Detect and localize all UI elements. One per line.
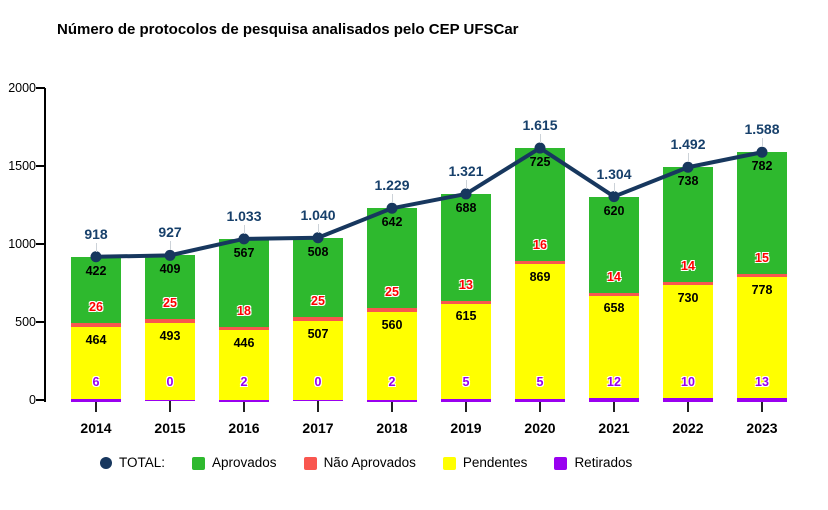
bar-value-aprovados: 508: [307, 244, 329, 259]
bar-value-retirados: 13: [755, 375, 769, 389]
total-leader-line: [244, 225, 245, 234]
bar-value-pendentes: 560: [381, 318, 403, 333]
bar-value-na-o-aprovados: 13: [459, 278, 473, 293]
total-data-point: [313, 232, 324, 243]
total-leader-line: [540, 134, 541, 143]
legend-label: Aprovados: [212, 455, 277, 470]
total-value-label: 1.033: [226, 207, 262, 224]
bar-value-aprovados: 422: [85, 263, 107, 278]
total-leader-line: [762, 138, 763, 147]
total-data-point: [535, 143, 546, 154]
bar-value-pendentes: 446: [233, 336, 255, 351]
total-line: [96, 148, 762, 257]
total-value-label: 1.321: [448, 162, 484, 179]
y-axis-tick-label: 500: [15, 315, 36, 329]
y-axis-tick-label: 2000: [8, 81, 36, 95]
bar-value-retirados: 0: [314, 375, 322, 389]
bar-value-pendentes: 658: [603, 301, 625, 316]
total-data-point: [683, 162, 694, 173]
total-leader-line: [466, 180, 467, 189]
x-axis-label: 2019: [450, 420, 482, 436]
total-data-point: [165, 250, 176, 261]
total-value-label: 1.229: [374, 177, 410, 194]
total-leader-line: [318, 224, 319, 233]
bar-value-retirados: 5: [536, 375, 544, 389]
x-axis-label: 2017: [302, 420, 334, 436]
total-data-point: [609, 191, 620, 202]
bar-value-pendentes: 507: [307, 326, 329, 341]
bar-value-na-o-aprovados: 25: [311, 294, 325, 308]
bar-value-na-o-aprovados: 14: [607, 270, 621, 285]
bar-value-aprovados: 725: [529, 155, 551, 170]
bar-value-pendentes: 493: [159, 329, 181, 344]
bar-value-pendentes: 464: [85, 332, 107, 347]
bar-value-retirados: 2: [240, 375, 248, 389]
total-value-label: 1.304: [596, 165, 632, 182]
bar-value-aprovados: 782: [751, 159, 773, 174]
x-axis-label: 2022: [672, 420, 704, 436]
bar-value-aprovados: 738: [677, 174, 699, 189]
y-axis-tick-label: 1000: [8, 237, 36, 251]
legend-label: Pendentes: [462, 455, 528, 470]
x-axis-label: 2016: [228, 420, 260, 436]
chart-title: Número de protocolos de pesquisa analisados pelo CEP UFSCar: [57, 21, 519, 38]
total-data-point: [387, 203, 398, 214]
bar-value-aprovados: 567: [233, 245, 255, 260]
y-axis-tick-label: 0: [29, 393, 36, 407]
bar-value-retirados: 6: [92, 375, 100, 389]
bar-value-na-o-aprovados: 14: [681, 259, 695, 274]
total-leader-line: [614, 183, 615, 192]
total-data-point: [239, 233, 250, 244]
x-axis-label: 2023: [746, 420, 778, 436]
bar-value-na-o-aprovados: 26: [89, 299, 103, 314]
total-value-label: 927: [158, 224, 182, 241]
bar-value-pendentes: 615: [455, 309, 477, 324]
total-leader-line: [688, 153, 689, 162]
x-axis-label: 2015: [154, 420, 186, 436]
x-axis-label: 2020: [524, 420, 556, 436]
bar-value-na-o-aprovados: 15: [755, 251, 769, 266]
total-data-point: [91, 251, 102, 262]
bar-value-retirados: 2: [388, 375, 396, 389]
legend-label: Não Aprovados: [323, 455, 416, 470]
bar-value-na-o-aprovados: 25: [385, 285, 399, 300]
total-value-label: 1.588: [744, 121, 780, 138]
bar-value-pendentes: 730: [677, 290, 699, 305]
bar-value-retirados: 10: [681, 375, 695, 389]
total-leader-line: [170, 241, 171, 250]
bar-value-retirados: 5: [462, 375, 470, 389]
y-axis-tick-label: 1500: [8, 159, 36, 173]
total-value-label: 1.492: [670, 136, 706, 153]
bar-value-retirados: 12: [607, 375, 621, 389]
bar-value-na-o-aprovados: 16: [533, 238, 547, 253]
x-axis-label: 2018: [376, 420, 408, 436]
legend-label: TOTAL:: [119, 455, 166, 470]
total-value-label: 918: [84, 225, 108, 242]
bar-value-aprovados: 688: [455, 200, 477, 215]
total-data-point: [461, 188, 472, 199]
bar-value-na-o-aprovados: 18: [237, 304, 251, 319]
bar-value-aprovados: 409: [159, 262, 181, 277]
bar-value-aprovados: 642: [381, 215, 403, 230]
bar-value-retirados: 0: [166, 375, 174, 389]
total-leader-line: [96, 243, 97, 252]
bar-value-pendentes: 778: [751, 282, 773, 297]
x-axis-label: 2021: [598, 420, 630, 436]
total-data-point: [757, 147, 768, 158]
x-axis-label: 2014: [80, 420, 112, 436]
bar-value-aprovados: 620: [603, 203, 625, 218]
bar-value-pendentes: 869: [529, 269, 551, 284]
total-value-label: 1.615: [522, 117, 558, 134]
bar-value-na-o-aprovados: 25: [163, 296, 177, 311]
legend-label: Retirados: [574, 455, 633, 470]
total-leader-line: [392, 194, 393, 203]
total-value-label: 1.040: [300, 206, 336, 223]
